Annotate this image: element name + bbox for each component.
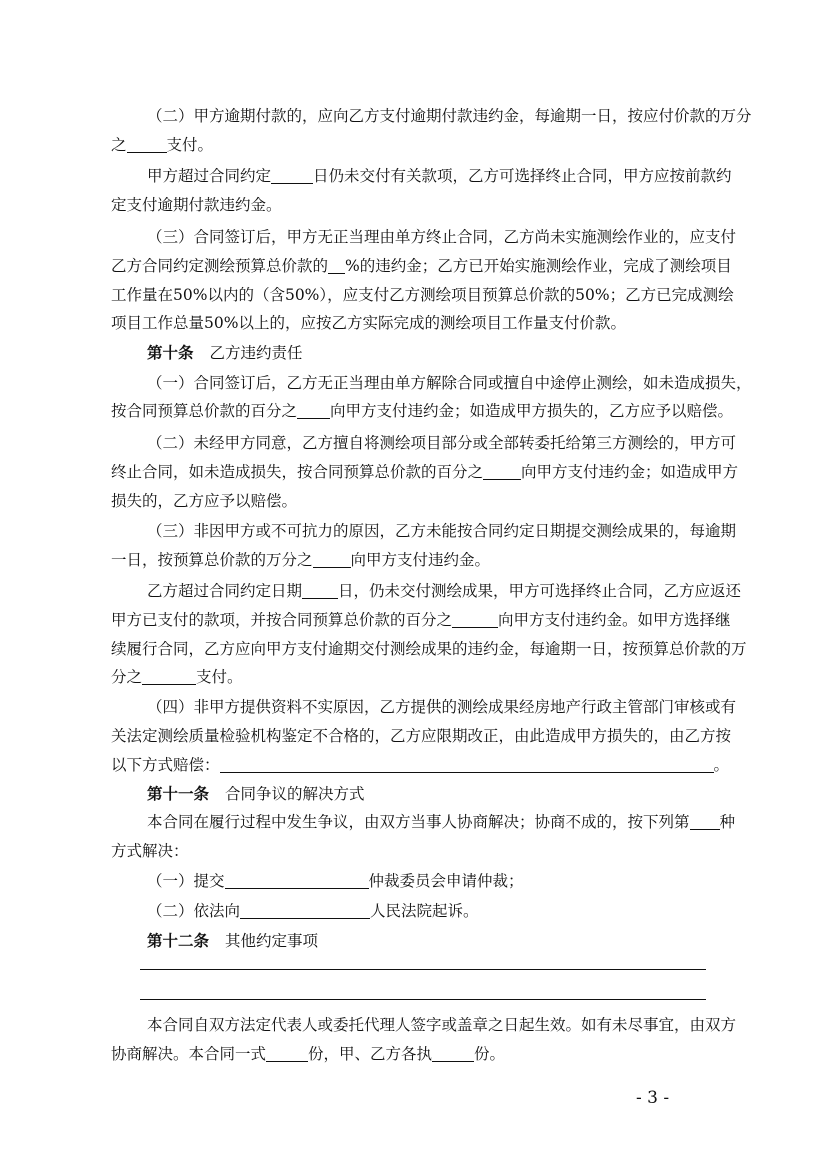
paragraph-line: 甲方已支付的款项，并按合同预算总价款的百分之 向甲方支付违约金。如甲方选择继 [111, 611, 731, 629]
paragraph-line: 按合同预算总价款的百分之 向甲方支付违约金；如造成甲方损失的，乙方应予以赔偿。 [111, 402, 734, 420]
fill-in-blank[interactable] [452, 612, 498, 628]
paragraph-line: 定支付逾期付款违约金。 [111, 196, 282, 214]
paragraph-line: 本合同自双方法定代表人或委托代理人签字或盖章之日起生效。如有未尽事宜，由双方 [147, 1016, 737, 1034]
paragraph-line: 以下方式赔偿： 。 [111, 756, 730, 774]
article-heading: 第十二条 其他约定事项 [147, 931, 319, 950]
fill-in-blank[interactable] [297, 403, 330, 419]
fill-in-line[interactable] [140, 969, 706, 970]
paragraph-line: 终止合同，如未造成损失，按合同预算总价款的百分之 向甲方支付违约金；如造成甲方 [111, 463, 739, 481]
fill-in-blank[interactable] [266, 1046, 308, 1062]
fill-in-blank[interactable] [483, 464, 521, 480]
fill-in-blank[interactable] [271, 168, 313, 184]
paragraph-line: 分之 支付。 [111, 668, 243, 686]
paragraph-line: 项目工作总量50%以上的，应按乙方实际完成的测绘项目工作量支付价款。 [111, 314, 626, 332]
paragraph-line: （一）合同签订后，乙方无正当理由单方解除合同或擅自中途停止测绘，如未造成损失， [147, 374, 752, 392]
paragraph-line: （三）非因甲方或不可抗力的原因，乙方未能按合同约定日期提交测绘成果的，每逾期 [147, 522, 737, 540]
page-number: - 3 - [636, 1088, 670, 1108]
fill-in-blank[interactable] [142, 669, 196, 685]
paragraph-line: 方式解决： [111, 842, 189, 860]
paragraph-line: （二）依法向 人民法院起诉。 [147, 902, 479, 920]
fill-in-blank[interactable] [690, 814, 720, 830]
paragraph-line: 甲方超过合同约定 日仍未交付有关款项，乙方可选择终止合同，甲方应按前款约 [147, 167, 732, 185]
fill-in-blank[interactable] [302, 583, 338, 599]
paragraph-line: 关法定测绘质量检验机构鉴定不合格的，乙方应限期改正，由此造成甲方损失的，由乙方按 [111, 727, 732, 745]
paragraph-line: （一）提交 仲裁委员会申请仲裁； [147, 872, 524, 890]
paragraph-line: （四）非甲方提供资料不实原因，乙方提供的测绘成果经房地产行政主管部门审核或有 [147, 698, 737, 716]
fill-in-blank[interactable] [432, 1046, 474, 1062]
fill-in-blank[interactable] [313, 552, 351, 568]
paragraph-line: 一日，按预算总价款的万分之 向甲方支付违约金。 [111, 551, 491, 569]
paragraph-line: 乙方合同约定测绘预算总价款的 %的违约金；乙方已开始实施测绘作业，完成了测绘项目 [111, 257, 732, 275]
paragraph-line: 之 支付。 [111, 136, 214, 154]
fill-in-blank[interactable] [220, 757, 714, 773]
paragraph-line: （三）合同签订后，甲方无正当理由单方终止合同，乙方尚未实施测绘作业的，应支付 [147, 228, 737, 246]
paragraph-line: 乙方超过合同约定日期 日，仍未交付测绘成果，甲方可选择终止合同，乙方应返还 [147, 582, 742, 600]
fill-in-blank[interactable] [240, 903, 370, 919]
paragraph-line: 损失的，乙方应予以赔偿。 [111, 492, 298, 510]
paragraph-line: （二）未经甲方同意，乙方擅自将测绘项目部分或全部转委托给第三方测绘的，甲方可 [147, 434, 737, 452]
fill-in-blank[interactable] [127, 137, 167, 153]
paragraph-line: 协商解决。本合同一式 份，甲、乙方各执 份。 [111, 1045, 506, 1063]
paragraph-line: 工作量在50%以内的（含50%），应支付乙方测绘项目预算总价款的50%；乙方已完成测绘 [111, 286, 734, 304]
paragraph-line: （二）甲方逾期付款的，应向乙方支付逾期付款违约金，每逾期一日，按应付价款的万分 [147, 107, 752, 125]
fill-in-blank[interactable] [225, 873, 369, 889]
article-heading: 第十条 乙方违约责任 [147, 343, 303, 362]
fill-in-line[interactable] [140, 999, 706, 1000]
paragraph-line: 本合同在履行过程中发生争议，由双方当事人协商解决；协商不成的，按下列第 种 [147, 813, 736, 831]
paragraph-line: 续履行合同，乙方应向甲方支付逾期交付测绘成果的违约金，每逾期一日，按预算总价款的万 [111, 640, 747, 658]
article-heading: 第十一条 合同争议的解决方式 [147, 784, 365, 803]
fill-in-blank[interactable] [328, 258, 345, 274]
